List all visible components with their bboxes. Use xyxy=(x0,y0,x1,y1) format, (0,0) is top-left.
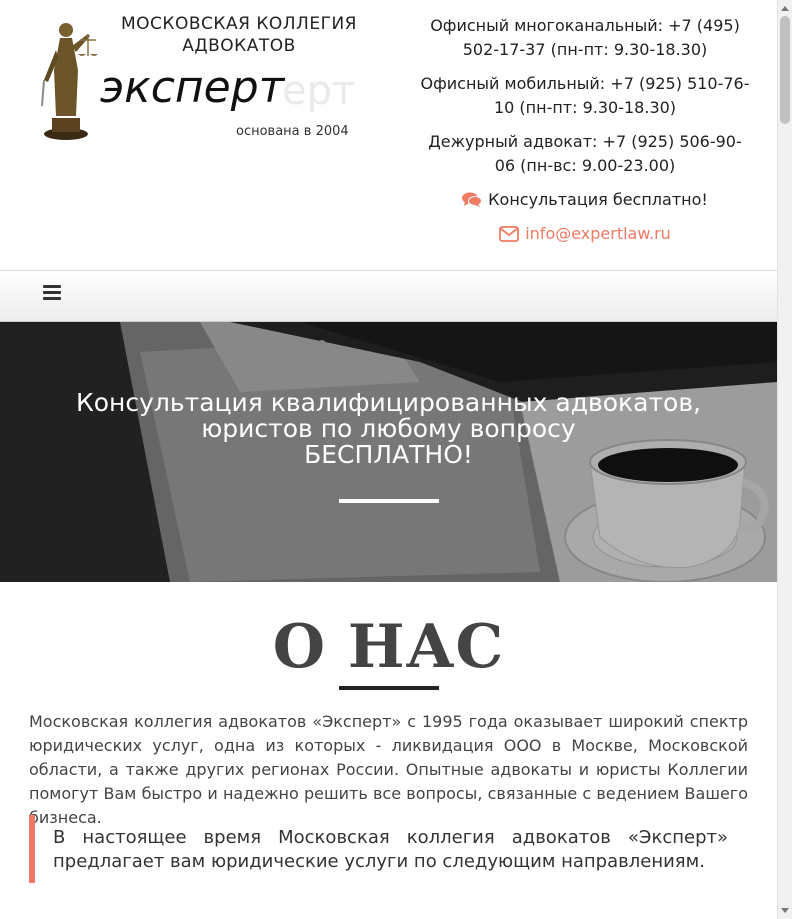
hero-line-2: юристов по любому вопросу xyxy=(201,414,576,443)
hero-banner xyxy=(0,322,777,582)
scroll-up-arrow-icon[interactable] xyxy=(781,6,789,11)
logo-ghost-text: ерт xyxy=(282,68,356,114)
scrollbar-thumb[interactable] xyxy=(780,16,790,124)
hamburger-icon[interactable] xyxy=(43,285,61,301)
duty-lawyer-phone[interactable]: Дежурный адвокат: +7 (925) 506-90-06 (пн-вс: 9.00-23.00) xyxy=(428,132,742,175)
consultation-text: Консультация бесплатно! xyxy=(488,190,708,209)
contacts-block xyxy=(420,14,750,256)
about-paragraph: Московская коллегия адвокатов «Эксперт» с 1995 года оказывает широкий спектр юридических услуг, одна из которых - ликвидация ООО в Москве, Московской области, а также других регионах России. Опытные адвокаты и юристы Коллегии помогут Вам быстро и надежно решить все вопросы, связанные с ведением Вашего бизнеса. xyxy=(29,712,748,827)
email-text[interactable]: info@expertlaw.ru xyxy=(525,224,671,243)
logo-org-name: МОСКОВСКАЯ КОЛЛЕГИЯ АДВОКАТОВ xyxy=(121,14,357,56)
envelope-icon xyxy=(499,226,519,242)
themis-statue-icon xyxy=(38,10,100,140)
navbar xyxy=(0,271,777,322)
logo-name: эксперт xyxy=(100,62,285,113)
about-title: О НАС xyxy=(272,612,505,682)
services-quote: В настоящее время Московская коллегия адвокатов «Эксперт» предлагает вам юридические услуги по следующим направлениям. xyxy=(29,815,748,883)
consultation-line xyxy=(420,188,750,212)
logo[interactable] xyxy=(38,10,368,145)
site-header xyxy=(0,0,777,271)
scroll-down-arrow-icon[interactable] xyxy=(781,908,789,913)
email-link[interactable] xyxy=(420,222,750,246)
office-phone[interactable]: Офисный многоканальный: +7 (495) 502-17-37 (пн-пт: 9.30-18.30) xyxy=(430,16,740,59)
mobile-phone[interactable]: Офисный мобильный: +7 (925) 510-76-10 (пн-пт: 9.30-18.30) xyxy=(420,74,750,117)
hero-divider xyxy=(339,499,439,503)
logo-founded: основана в 2004 xyxy=(236,124,349,139)
hero-headline xyxy=(0,390,777,468)
comments-icon xyxy=(462,192,482,208)
about-divider xyxy=(339,686,439,690)
hero-line-1: Консультация квалифицированных адвокатов, xyxy=(75,388,702,417)
hero-line-3: БЕСПЛАТНО! xyxy=(304,440,473,469)
vertical-scrollbar[interactable] xyxy=(777,0,792,919)
